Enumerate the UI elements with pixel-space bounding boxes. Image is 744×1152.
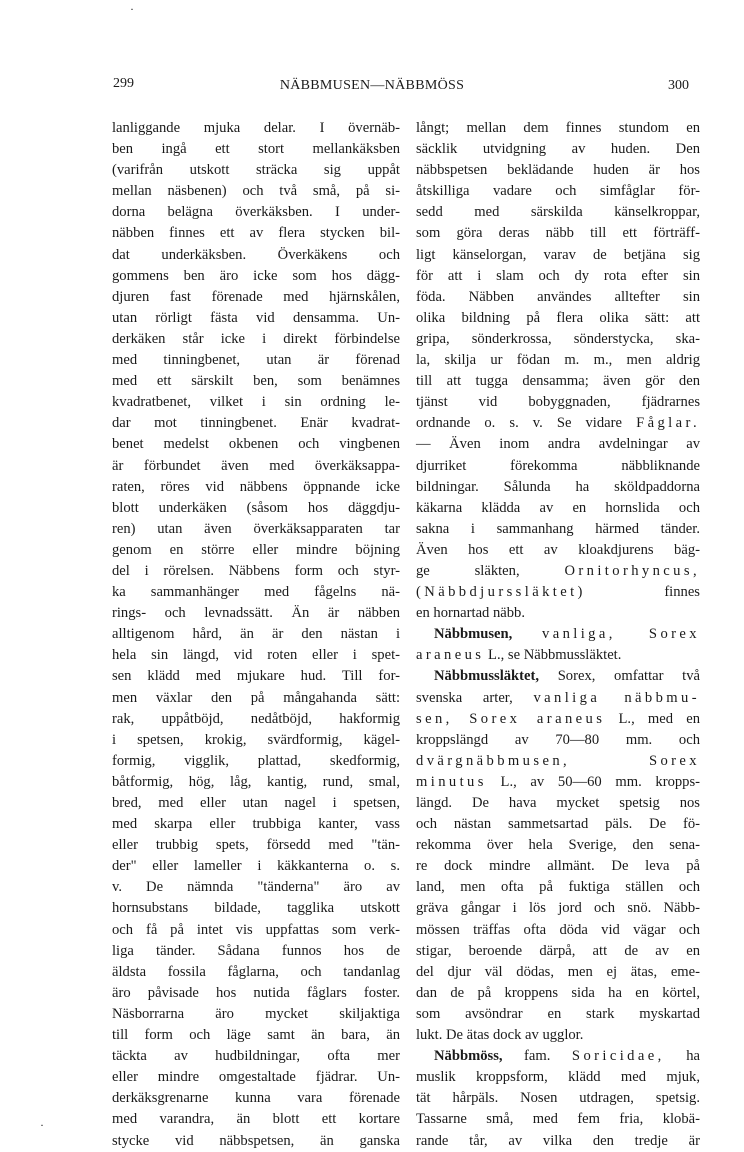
- entry-nabbmusen: Näbbmusen, vanliga, Sorex: [434, 626, 700, 643]
- text-line: alltigenom hård, än är den nästan i: [112, 626, 400, 643]
- text-line: och nästan sammetsartad päls. De fö-: [416, 816, 700, 833]
- text-line: lanliggande mjuka delar. I övernäb-: [112, 120, 400, 136]
- text-line: som göra deras näbb till ett förträff-: [416, 225, 700, 242]
- text-line: i spetsen, krokig, svärdformig, kägel-: [112, 731, 400, 748]
- text-line: Näsborrarna äro mycket skiljaktiga: [112, 1005, 400, 1022]
- text-line: näbbspetsen beklädande huden är hos: [416, 162, 700, 179]
- text-line: för att i slam och dy rota efter sin: [416, 267, 700, 284]
- running-head-title: NÄBBMUSEN—NÄBBMÖSS: [279, 78, 465, 93]
- text-line: tjänst vid bobyggnaden, fjädrarnes: [416, 394, 700, 411]
- right-page-number: 300: [668, 78, 689, 93]
- text-line: dvärgnäbbmusen, Sorex: [416, 752, 700, 769]
- text-line: sedd med särskilda känselkroppar,: [416, 204, 700, 221]
- text-line: med tinningbenet, utan är förenad: [112, 352, 400, 369]
- text-line: kroppslängd av 70—80 mm. och: [416, 731, 700, 748]
- text-line: ben ingå ett stort mellankäksben: [112, 141, 400, 158]
- text-line: sen, Sorex araneus L., med en: [416, 710, 701, 727]
- text-line: lukt. De ätas dock av ugglor.: [416, 1027, 584, 1044]
- entry-headword: Näbbmusen,: [434, 626, 513, 643]
- text-line: Även hos ett av kloakdjurens bäg-: [416, 541, 700, 558]
- text-line: formig, vigglik, plattad, skedformig,: [112, 752, 400, 769]
- text-line: svenska arter, vanliga näbbmu-: [416, 689, 701, 706]
- entry-nabbmussläktet: Näbbmussläktet, Sorex, omfattar två: [434, 668, 700, 685]
- text-line: derkäken står icke i direkt förbindelse: [112, 330, 400, 347]
- text-line: långt; mellan dem finnes stundom en: [416, 120, 700, 136]
- text-line: araneus L., se Näbbmussläktet.: [416, 647, 622, 664]
- text-line: dorna belägna överkäksben. I under-: [112, 204, 400, 221]
- text-line: stycke vid näbbspetsen, än ganska: [112, 1132, 400, 1149]
- entry-nabbmoss: Näbbmöss, fam. Soricidae, ha: [434, 1048, 700, 1065]
- text-line: utan rörligt fästa vid densamma. Un-: [112, 309, 400, 326]
- text-line: land, men ofta på fuktiga ställen och: [416, 879, 700, 896]
- text-line: åtskilliga vadare och simfåglar för-: [416, 183, 700, 200]
- text-line: gripa, sönderkrossa, sönderstycka, ska-: [416, 330, 700, 347]
- text-line: la, skilja ur födan m. m., men aldrig: [416, 352, 700, 369]
- text-line: ge släkten, Ornitorhyncus,: [416, 562, 700, 579]
- text-line: gommens ben äro icke som hos dägg-: [112, 267, 400, 284]
- text-line: del djur väl dödas, men ej ätas, eme-: [416, 963, 700, 980]
- text-line: till form och läge samt än bara, än: [112, 1027, 400, 1044]
- text-line: der" eller lameller i käkkanterna o. s.: [112, 858, 400, 875]
- text-line: längd. De hava mycket spetsig nos: [416, 795, 700, 811]
- text-line: sen klädd med mjukare hud. Till for-: [112, 668, 400, 685]
- text-line: bred, med eller utan nagel i spetsen,: [112, 795, 400, 811]
- cross-reference: Fåglar.: [636, 415, 700, 432]
- text-line: Tassarne små, med fem fria, klobä-: [416, 1111, 700, 1128]
- text-line: olika bildning på flera olika sätt: att: [416, 309, 700, 326]
- text-line: sakna i sammanhang härmed tänder.: [416, 520, 700, 537]
- text-line: derkäksgrenarne kunna vara förenade: [112, 1090, 400, 1107]
- text-line: med skarpa eller trubbiga kanter, vass: [112, 816, 400, 833]
- text-line: stigar, beroende därpå, att de av en: [416, 942, 700, 959]
- text-line: del i rörelsen. Näbbens form och styr-: [112, 562, 400, 579]
- text-line: mössen träffas ofta döda vid vägar och: [416, 921, 700, 938]
- text-line: eller trubbig spets, försedd med "tän-: [112, 837, 400, 854]
- text-line: — Även inom andra avdelningar av: [416, 436, 700, 453]
- text-line: rings- och levnadssätt. Än är näbben: [112, 605, 400, 622]
- text-line: dat underkäksben. Överkäkens och: [112, 246, 400, 263]
- text-line: och få på intet vis uppfattas som verk-: [112, 921, 400, 938]
- text-line: föda. Näbben användes alltefter sin: [416, 288, 700, 305]
- text-line: täckta av hudbildningar, ofta mer: [112, 1048, 400, 1065]
- text-line: äro påvisade hos nutida fåglars foster.: [112, 984, 400, 1001]
- text-line: djurriket förekomma näbbliknande: [416, 457, 700, 474]
- text-line: mellan näsbenen) och två små, på si-: [112, 183, 400, 200]
- text-line: med ett särskilt ben, som benämnes: [112, 373, 400, 390]
- left-text-column: [112, 118, 400, 1152]
- text-line: tät hårpäls. Nosen utdragen, spetsig.: [416, 1090, 700, 1107]
- text-line: men växlar den på mångahanda sätt:: [112, 689, 400, 706]
- text-line: benet medelst okbenen och vingbenen: [112, 436, 400, 453]
- text-line: (varifrån utskott sträcka sig uppåt: [112, 162, 400, 179]
- text-line: näbben finnes ett av flera stycken bil-: [112, 225, 400, 242]
- text-line: genom en större eller mindre böjning: [112, 541, 400, 558]
- text-line: hornsubstans bildade, tagglika utskott: [112, 900, 400, 917]
- text-line: ligt känselorgan, varav de betjäna sig: [416, 246, 700, 263]
- text-line: rak, uppåtböjd, nedåtböjd, hakformig: [112, 710, 400, 727]
- right-text-column: [416, 118, 700, 1152]
- text-line: som avsöndrar en stark myskartad: [416, 1005, 700, 1022]
- text-line: blott underkäken (såsom hos däggdju-: [112, 499, 400, 516]
- swedish-name: (Näbbdjurssläktet): [416, 584, 586, 601]
- text-line: säcklik utvidgning av huden. Den: [416, 141, 700, 158]
- text-line: båtformig, hög, låg, kantig, rund, smal,: [112, 773, 400, 790]
- text-line: är förbundet även med överkäksappa-: [112, 457, 400, 474]
- text-line: rekomma över hela Sverige, den sena-: [416, 837, 700, 854]
- entry-headword: Näbbmussläktet,: [434, 668, 540, 685]
- text-line: djuren fast förenade med hjärnskålen,: [112, 288, 400, 305]
- text-line: minutus L., av 50—60 mm. kropps-: [416, 773, 700, 790]
- text-line: liga tänder. Sådana funnos hos de: [112, 942, 400, 959]
- text-line: kvadratbenet, vilket i sin ordning le-: [112, 394, 400, 411]
- text-line: med varandra, än blott ett kortare: [112, 1111, 400, 1128]
- text-line: gräva gångar i lös jord och snö. Näbb-: [416, 900, 700, 917]
- text-line: ren) utan även överkäksapparaten tar: [112, 520, 400, 537]
- text-line: till att tugga densamma; även gör den: [416, 373, 700, 390]
- ink-speck: ·: [40, 1118, 44, 1132]
- text-line: äldsta fossila fåglarna, och tandanlag: [112, 963, 400, 980]
- text-line: rande tår, av vilka den tredje är: [416, 1132, 700, 1149]
- text-line: hela sin längd, vid roten eller i spet-: [112, 647, 400, 664]
- text-line: (Näbbdjurssläktet) finnes: [416, 584, 700, 601]
- text-line: en hornartad näbb.: [416, 605, 526, 622]
- text-line: ordnande o. s. v. Se vidare Fåglar.: [416, 415, 700, 432]
- text-line: re dock mindre allmänt. De leva på: [416, 858, 700, 875]
- text-line: muslik kroppsform, klädd med mjuk,: [416, 1069, 700, 1086]
- genus-name: Ornitorhyncus,: [564, 562, 700, 579]
- text-line: v. De nämnda "tänderna" äro av: [112, 879, 400, 896]
- ink-speck: ·: [130, 2, 134, 16]
- left-page-number: 299: [113, 76, 134, 91]
- text-line: bildningar. Sålunda ha sköldpaddorna: [416, 478, 700, 495]
- text-line: eller mindre omgestaltade fjädrar. Un-: [112, 1069, 400, 1086]
- entry-headword: Näbbmöss,: [434, 1048, 503, 1065]
- text-line: dar mot tinningbenet. Enär kvadrat-: [112, 415, 400, 432]
- text-line: käkarna klädda av en hornslida och: [416, 499, 700, 516]
- text-line: dan de på kroppens sida ha en körtel,: [416, 984, 700, 1001]
- text-line: ka sammanhänger med fågelns nä-: [112, 584, 400, 601]
- text-line: raten, röres vid näbbens öppnande icke: [112, 478, 400, 495]
